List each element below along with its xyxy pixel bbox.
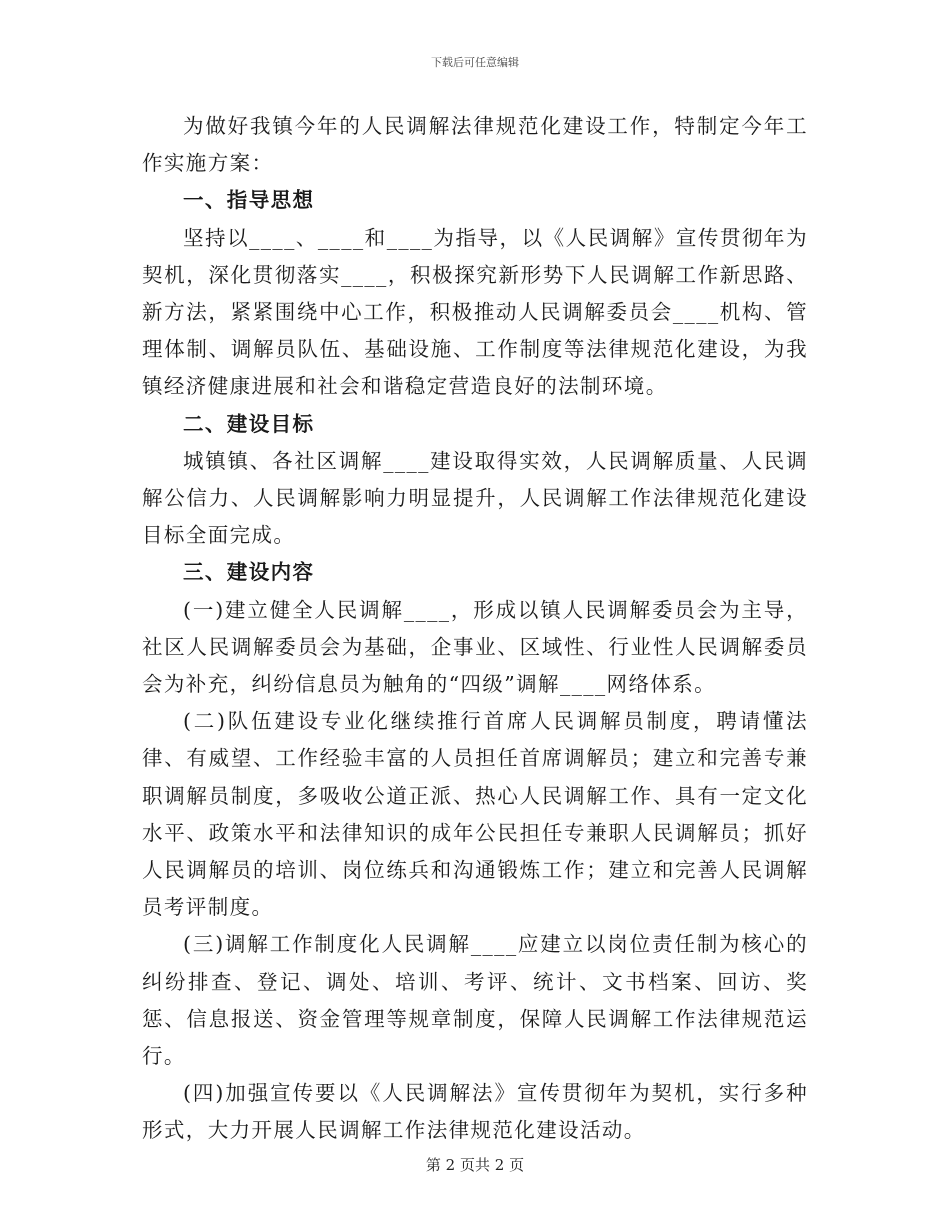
page-number: 第 2 页共 2 页: [425, 1156, 525, 1174]
section-heading-construction-goals: 二、建设目标: [183, 411, 315, 436]
section-heading-guiding-thought: 一、指导思想: [183, 188, 315, 213]
content-item-4: (四)加强宣传要以《人民调解法》宣传贯彻年为契机，实行多种形式，大力开展人民调解工作法律规范化建设活动。: [142, 1081, 808, 1143]
section-heading-construction-content: 三、建设内容: [183, 560, 315, 585]
guiding-thought-paragraph: 坚持以____、____和____为指导，以《人民调解》宣传贯彻年为契机，深化贯彻落实____，积极探究新形势下人民调解工作新思路、新方法，紧紧围绕中心工作，积极推动人民调解委员会____机构、管理体制、调解员队伍、基础设施、工作制度等法律规范化建设，为我镇经济健康进展和社会和谐稳定营造良好的法制环境。: [142, 225, 808, 399]
download-note: 下载后可任意编辑: [431, 56, 519, 69]
document-body: [142, 108, 808, 1150]
content-item-2: (二)队伍建设专业化继续推行首席人民调解员制度，聘请懂法律、有威望、工作经验丰富的人员担任首席调解员；建立和完善专兼职调解员制度，多吸收公道正派、热心人民调解工作、具有一定文化水平、政策水平和法律知识的成年公民担任专兼职人民调解员；抓好人民调解员的培训、岗位练兵和沟通锻炼工作；建立和完善人民调解员考评制度。: [142, 709, 808, 920]
content-item-1: (一)建立健全人民调解____，形成以镇人民调解委员会为主导，社区人民调解委员会为基础，企事业、区域性、行业性人民调解委员会为补充，纠纷信息员为触角的“四级”调解____网络体系。: [142, 597, 808, 697]
intro-paragraph: 为做好我镇今年的人民调解法律规范化建设工作，特制定今年工作实施方案：: [142, 114, 808, 176]
construction-goals-paragraph: 城镇镇、各社区调解____建设取得实效，人民调解质量、人民调解公信力、人民调解影响力明显提升，人民调解工作法律规范化建设目标全面完成。: [142, 448, 808, 548]
content-item-3: (三)调解工作制度化人民调解____应建立以岗位责任制为核心的纠纷排查、登记、调处、培训、考评、统计、文书档案、回访、奖惩、信息报送、资金管理等规章制度，保障人民调解工作法律规范运行。: [142, 932, 808, 1069]
